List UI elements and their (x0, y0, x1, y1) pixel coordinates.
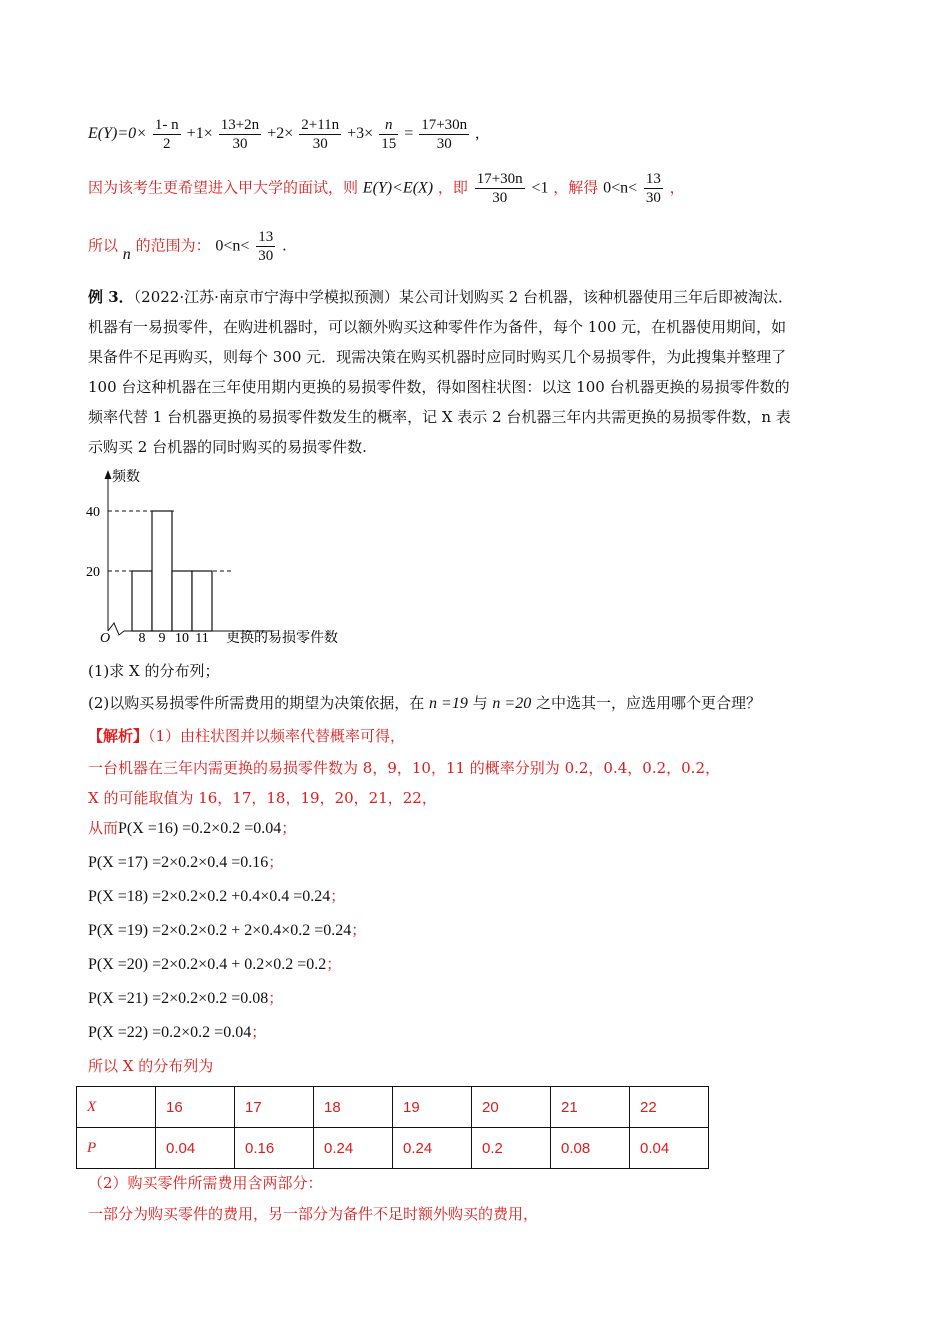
bar (172, 571, 192, 631)
math-inline: P(X =18) =2×0.2×0.2 +0.4×0.4 =0.24 (88, 888, 331, 905)
table-cell: 17 (235, 1087, 314, 1128)
math-inline: 0<n< (215, 237, 250, 255)
text: 果备件不足再购买，则每个 300 元．现需决策在购买机器时应同时购买几个易损零件，为此搜集并整理了 (88, 348, 787, 366)
x-tick-label: 11 (195, 631, 209, 646)
expectation-y-equation (88, 116, 479, 153)
table-cell: 22 (630, 1087, 709, 1128)
table-cell: 0.08 (551, 1128, 630, 1169)
table-row (77, 1087, 709, 1128)
eq-lhs: E(Y)=0× (88, 125, 147, 143)
text: 的范围为： (135, 236, 211, 255)
prob-21-line (88, 987, 283, 1008)
x-tick-label: 10 (175, 631, 189, 646)
prob-18-line (88, 885, 345, 906)
eq-term: +2× (267, 125, 294, 143)
solution-line-1 (88, 725, 405, 746)
axis-break (108, 623, 124, 635)
table-cell: P (77, 1128, 156, 1169)
text: 机器有一易损零件，在购进机器时，可以额外购买这种零件作为备件，每个 100 元，在机器使用期间，如 (88, 318, 787, 336)
math-inline: P(X =16) =0.2×0.2 =0.04 (118, 820, 282, 837)
text: 频率代替 1 台机器更换的易损零件数发生的概率，记 X 表示 2 台机器三年内共需更换的易损零件数，n 表 (88, 408, 791, 426)
bar (132, 571, 152, 631)
table-cell: X (77, 1087, 156, 1128)
fraction: $\frac{n}{15}$ (381, 117, 397, 152)
bar (152, 511, 172, 631)
x-axis-label: 更换的易损零件数 (226, 631, 338, 646)
eq-term: , (475, 125, 480, 143)
fraction: $\frac{13}{30}$ (258, 229, 274, 264)
math-inline: 0<n< (603, 179, 638, 197)
math-inline: n =20 (492, 695, 532, 712)
text: ； (251, 1023, 267, 1041)
table-cell: 18 (314, 1087, 393, 1128)
math-inline: n (122, 245, 131, 263)
eq-term: +1× (186, 125, 213, 143)
fraction: $\frac{17+30n}{30}$ (476, 171, 523, 206)
math-inline: E(Y)<E(X) (362, 179, 434, 197)
fraction: $\frac{13}{30}$ (645, 171, 661, 206)
math-inline: P(X =17) =2×0.2×0.4 =0.16 (88, 854, 269, 871)
text: 与 (472, 694, 488, 712)
origin-label: O (100, 631, 111, 646)
math-inline: n =19 (429, 695, 468, 712)
table-cell: 0.04 (630, 1128, 709, 1169)
y-axis-label: 频数 (112, 470, 140, 485)
prob-20-line (88, 953, 341, 974)
prob-16-line (88, 817, 296, 838)
text: ； (268, 853, 284, 871)
eq-term: +3× (347, 125, 374, 143)
question-1: (1)求 X 的分布列； (88, 662, 220, 680)
text: （2022·江苏·南京市宁海中学模拟预测）某公司计划购买 2 台机器，该种机器使用三年后即被淘汰． (133, 288, 793, 306)
text: (2)以购买易损零件所需费用的期望为决策依据，在 (88, 694, 425, 712)
text: ； (326, 955, 342, 973)
prob-19-line (88, 919, 366, 940)
distribution-table (76, 1086, 709, 1169)
math-inline: P(X =20) =2×0.2×0.4 + 0.2×0.2 =0.2 (88, 956, 327, 973)
bar (192, 571, 212, 631)
prob-17-line (88, 851, 283, 872)
fraction: $\frac{17+30n}{30}$ (421, 117, 468, 152)
table-cell: 0.2 (472, 1128, 551, 1169)
bar-chart (84, 466, 364, 652)
text: ； (268, 989, 284, 1007)
fraction: $\frac{1- n}{2}$ (154, 117, 179, 152)
because-line (88, 170, 685, 207)
text: 从而 (88, 819, 119, 837)
table-cell: 19 (393, 1087, 472, 1128)
text: 100 台这种机器在三年使用期内更换的易损零件数，得如图柱状图：以这 100 台机器更换的易损零件数的 (88, 378, 790, 396)
fraction: $\frac{13+2n}{30}$ (220, 117, 260, 152)
distribution-intro: 所以 X 的分布列为 (88, 1057, 214, 1075)
x-tick-label: 8 (138, 631, 146, 646)
eq-term: = (404, 125, 414, 143)
question-2 (88, 692, 761, 713)
prob-22-line (88, 1021, 266, 1042)
table-cell: 16 (156, 1087, 235, 1128)
math-inline: P(X =22) =0.2×0.2 =0.04 (88, 1024, 252, 1041)
text: 因为该考生更希望进入甲大学的面试，则 (88, 178, 359, 197)
math-inline: P(X =19) =2×0.2×0.2 + 2×0.4×0.2 =0.24 (88, 922, 352, 939)
text: . (281, 236, 287, 255)
table-cell: 0.16 (235, 1128, 314, 1169)
text: ； (351, 921, 367, 939)
table-cell: 20 (472, 1087, 551, 1128)
math-inline: <1 (531, 179, 549, 197)
y-tick-label: 20 (86, 565, 100, 580)
text: 示购买 2 台机器的同时购买的易损零件数. (88, 438, 367, 456)
text: ，即 (437, 178, 468, 197)
math-inline: P(X =21) =2×0.2×0.2 =0.08 (88, 990, 269, 1007)
solution-line-3: X 的可能取值为 16，17，18，19，20，21，22， (88, 789, 437, 807)
table-cell: 0.24 (314, 1128, 393, 1169)
text: （1）由柱状图并以频率代替概率可得， (148, 727, 406, 745)
text: 所以 (88, 236, 119, 255)
text: ； (281, 819, 297, 837)
x-tick-label: 9 (158, 631, 166, 646)
text: 之中选其一，应选用哪个更合理？ (535, 694, 761, 712)
solution-tag: 【解析】 (88, 727, 149, 745)
table-cell: 0.24 (393, 1128, 472, 1169)
table-cell: 0.04 (156, 1128, 235, 1169)
y-axis-arrow (105, 470, 112, 479)
fraction: $\frac{2+11n}{30}$ (301, 117, 340, 152)
solution-part-2-detail: 一部分为购买零件的费用，另一部分为备件不足时额外购买的费用， (88, 1205, 539, 1223)
text: ，解得 (553, 178, 599, 197)
table-row (77, 1128, 709, 1169)
solution-line-2: 一台机器在三年内需更换的易损零件数为 8，9，10，11 的概率分别为 0.2，0.4，0.2，0.2， (88, 759, 720, 777)
text: ， (669, 178, 685, 197)
example-label: 例 3． (88, 288, 134, 306)
range-line (88, 228, 287, 265)
solution-part-2: （2）购买零件所需费用含两部分： (88, 1174, 323, 1192)
text: ； (330, 887, 346, 905)
example-3-problem (88, 282, 863, 462)
table-cell: 21 (551, 1087, 630, 1128)
y-tick-label: 40 (86, 505, 100, 520)
